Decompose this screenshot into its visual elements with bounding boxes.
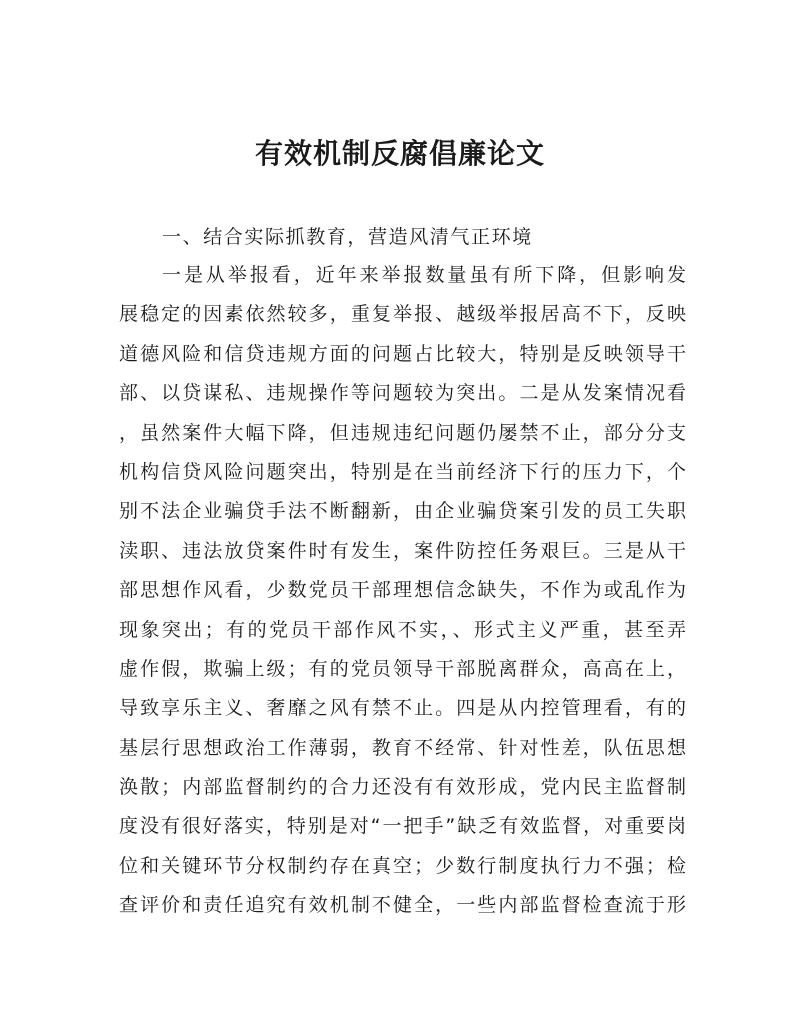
body-line: 查评价和责任追究有效机制不健全，一些内部监督检查流于形 [119,894,686,917]
body-line: 现象突出；有的党员干部作风不实，、形式主义严重，甚至弄 [119,618,686,641]
section-heading: 一、结合实际抓教育，营造风清气正环境 [162,226,533,248]
body-line: 部、以贷谋私、违规操作等问题较为突出。二是从发案情况看 [119,382,686,405]
body-line: 导致享乐主义、奢靡之风有禁不止。四是从内控管理看，有的 [119,697,686,720]
body-line: 渎职、违法放贷案件时有发生，案件防控任务艰巨。三是从干 [119,539,686,562]
body-line: ，虽然案件大幅下降，但违规违纪问题仍屡禁不止，部分分支 [119,421,686,444]
body-line: 基层行思想政治工作薄弱，教育不经常、针对性差，队伍思想 [119,736,686,759]
body-line: 度没有很好落实，特别是对“一把手”缺乏有效监督，对重要岗 [119,815,686,838]
body-line: 虚作假，欺骗上级；有的党员领导干部脱离群众，高高在上， [119,657,686,680]
body-line: 展稳定的因素依然较多，重复举报、越级举报居高不下，反映 [119,303,686,326]
document-title: 有效机制反腐倡廉论文 [254,137,545,170]
body-line: 道德风险和信贷违规方面的问题占比较大，特别是反映领导干 [119,342,686,365]
body-line: 部思想作风看，少数党员干部理想信念缺失，不作为或乱作为 [119,579,686,602]
body-line: 机构信贷风险问题突出，特别是在当前经济下行的压力下，个 [119,460,686,483]
body-line: 位和关键环节分权制约存在真空；少数行制度执行力不强；检 [119,854,686,877]
body-paragraph [0,258,800,928]
body-line: 一是从举报看，近年来举报数量虽有所下降，但影响发 [162,264,686,286]
body-line: 别不法企业骗贷手法不断翻新，由企业骗贷案引发的员工失职 [119,500,686,523]
body-line: 涣散；内部监督制约的合力还没有有效形成，党内民主监督制 [119,776,686,799]
